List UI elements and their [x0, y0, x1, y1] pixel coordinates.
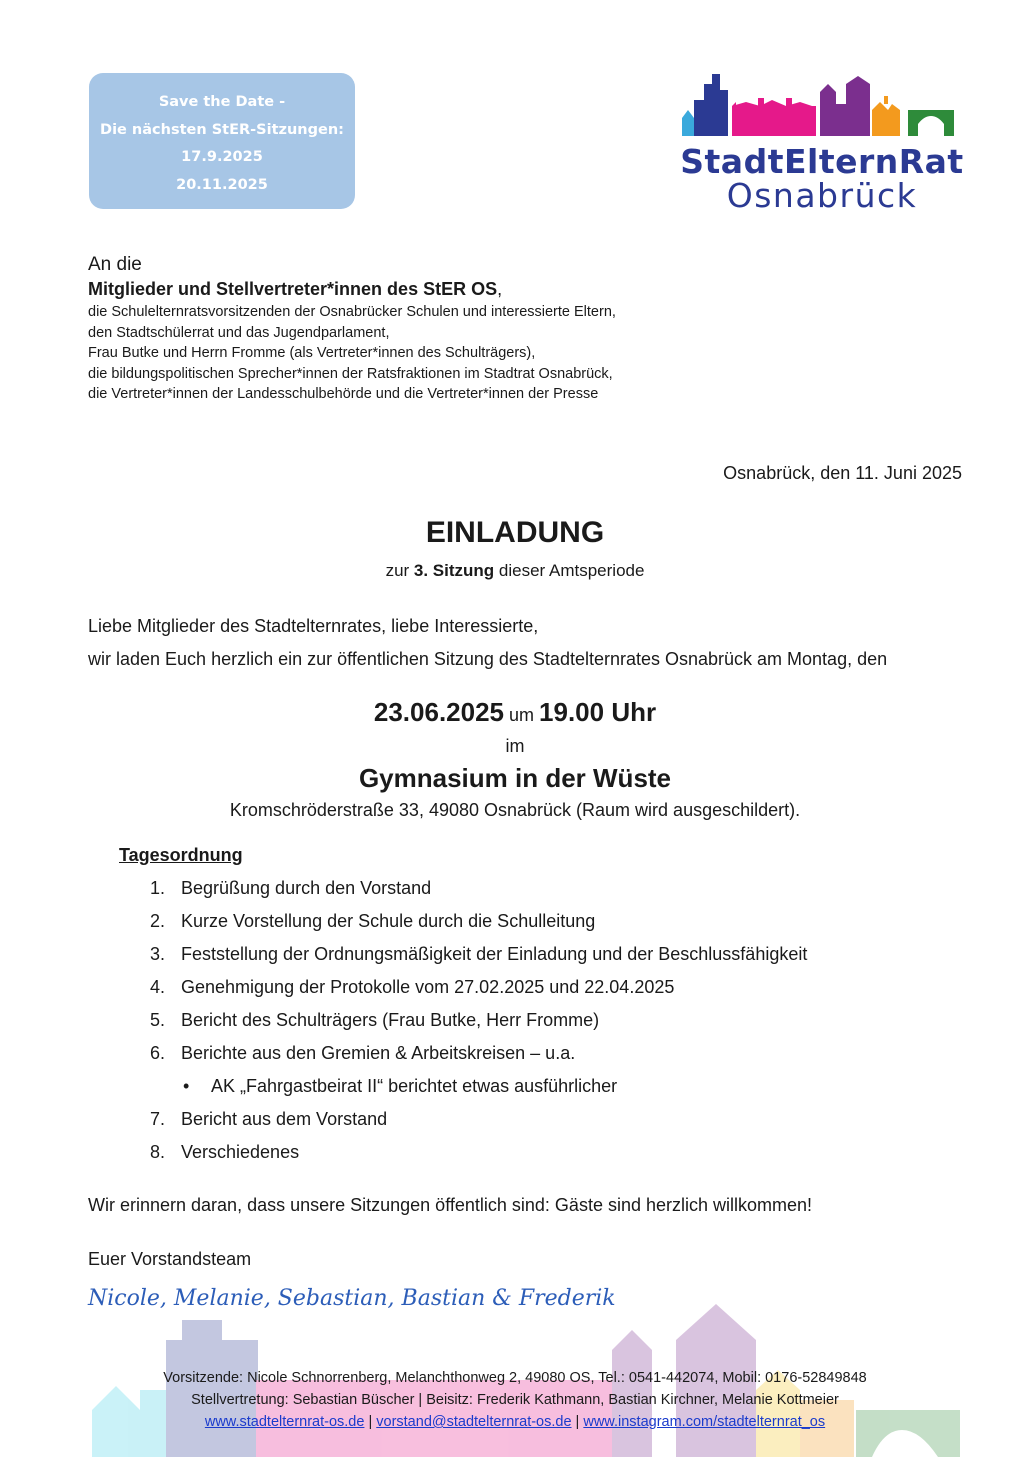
- agenda-item-number: 6.: [150, 1043, 166, 1063]
- agenda-title: Tagesordnung: [119, 845, 243, 865]
- salutation: [88, 610, 887, 676]
- agenda-item-text: Berichte aus den Gremien & Arbeitskreisen – u.a.: [181, 1043, 576, 1063]
- agenda-item: [140, 873, 940, 906]
- agenda-item-text: Bericht aus dem Vorstand: [181, 1109, 388, 1129]
- agenda-item-number: 4.: [150, 977, 166, 997]
- subtitle-post: dieser Amtsperiode: [494, 561, 645, 580]
- save-the-date-line1: Save the Date -: [158, 94, 286, 110]
- address-recipient: [88, 276, 788, 302]
- agenda-item-text: Feststellung der Ordnungsmäßigkeit der Einladung und der Beschlussfähigkeit: [181, 944, 808, 964]
- agenda-item-number: 1.: [150, 878, 166, 898]
- salutation-line: Liebe Mitglieder des Stadtelternrates, liebe Interessierte,: [88, 616, 539, 636]
- address-line: die Schulelternratsvorsitzenden der Osnabrücker Schulen und interessierte Eltern,: [88, 304, 616, 320]
- address-line: den Stadtschülerrat und das Jugendparlament,: [88, 324, 390, 341]
- meeting-connector: um: [504, 705, 540, 725]
- agenda-item: [140, 1038, 940, 1071]
- agenda-item-text: Verschiedenes: [181, 1142, 300, 1162]
- logo-title: StadtElternRat: [680, 142, 964, 181]
- salutation-line: wir laden Euch herzlich ein zur öffentlichen Sitzung des Stadtelternrates Osnabrück am Montag, den: [88, 649, 888, 669]
- agenda-item: [140, 1005, 940, 1038]
- agenda-list: [140, 873, 940, 1170]
- save-the-date-box: [89, 73, 355, 209]
- reminder-text: Wir erinnern daran, dass unsere Sitzungen öffentlich sind: Gäste sind herzlich willkommen!: [88, 1195, 813, 1215]
- address-line: die Vertreter*innen der Landesschulbehörde und die Vertreter*innen der Presse: [88, 386, 599, 403]
- meeting-datetime: [0, 697, 1030, 728]
- address-greeting: An die: [88, 254, 142, 275]
- footer-links: [0, 1411, 1030, 1433]
- meeting-time: 19.00 Uhr: [539, 697, 657, 727]
- agenda-subitem-text: AK „Fahrgastbeirat II“ berichtet etwas ausführlicher: [211, 1076, 618, 1096]
- footer-separator: |: [571, 1414, 584, 1430]
- agenda-item: [140, 1104, 940, 1137]
- address-line: Frau Butke und Herrn Fromme (als Vertreter*innen des Schulträgers),: [88, 345, 536, 362]
- agenda-subitem: [140, 1071, 940, 1104]
- recipient-suffix: ,: [497, 279, 503, 299]
- agenda-item-number: 3.: [150, 944, 166, 964]
- address-block: [88, 254, 788, 405]
- instagram-link[interactable]: www.instagram.com/stadtelternrat_os: [583, 1414, 826, 1430]
- meeting-venue-address: Kromschröderstraße 33, 49080 Osnabrück (Raum wird ausgeschildert).: [229, 800, 801, 820]
- logo-skyline-icon: [676, 70, 966, 142]
- email-link[interactable]: vorstand@stadtelternrat-os.de: [376, 1414, 572, 1430]
- agenda-item-number: 5.: [150, 1010, 166, 1030]
- place-date: Osnabrück, den 11. Juni 2025: [723, 463, 962, 483]
- agenda-item-number: 8.: [150, 1142, 166, 1162]
- document-title: EINLADUNG: [425, 516, 605, 549]
- agenda-item-number: 2.: [150, 911, 166, 931]
- agenda-item-number: 7.: [150, 1109, 166, 1129]
- footer-line1: Vorsitzende: Nicole Schnorrenberg, Melanchthonweg 2, 49080 OS, Tel.: 0541-442074, Mobil: 0176-52849848: [163, 1370, 867, 1386]
- save-the-date-date2: 20.11.2025: [176, 176, 268, 193]
- closing-text: Euer Vorstandsteam: [88, 1249, 252, 1269]
- agenda-item-text: Bericht des Schulträgers (Frau Butke, Herr Fromme): [181, 1010, 600, 1030]
- save-the-date-line2: Die nächsten StER-Sitzungen:: [100, 121, 344, 138]
- recipient-bold: Mitglieder und Stellvertreter*innen des StER OS: [88, 279, 498, 299]
- meeting-date: 23.06.2025: [373, 697, 505, 727]
- subtitle-bold: 3. Sitzung: [413, 561, 495, 580]
- signature: Nicole, Melanie, Sebastian, Bastian & Frederik: [88, 1286, 616, 1311]
- footer-line2: Stellvertretung: Sebastian Büscher | Beisitz: Frederik Kathmann, Bastian Kirchner, Melanie Kottmeier: [191, 1392, 839, 1408]
- meeting-venue: Gymnasium in der Wüste: [358, 763, 672, 793]
- agenda-item: [140, 906, 940, 939]
- footer: [0, 1367, 1030, 1433]
- subtitle-pre: zur: [385, 561, 414, 580]
- website-link[interactable]: www.stadtelternrat-os.de: [204, 1414, 365, 1430]
- agenda-item-text: Begrüßung durch den Vorstand: [181, 878, 432, 898]
- agenda-item: [140, 1137, 940, 1170]
- footer-separator: |: [364, 1414, 377, 1430]
- document-subtitle: [0, 560, 1030, 582]
- logo: [676, 70, 966, 220]
- address-line: die bildungspolitischen Sprecher*innen der Ratsfraktionen im Stadtrat Osnabrück,: [88, 365, 613, 382]
- logo-subtitle: Osnabrück: [726, 176, 918, 215]
- agenda-item-text: Genehmigung der Protokolle vom 27.02.2025 und 22.04.2025: [181, 977, 675, 997]
- agenda-item: [140, 972, 940, 1005]
- bullet-icon: •: [183, 1076, 190, 1096]
- agenda-item: [140, 939, 940, 972]
- agenda-item-text: Kurze Vorstellung der Schule durch die Schulleitung: [181, 911, 596, 931]
- save-the-date-date1: 17.9.2025: [181, 149, 263, 165]
- meeting-im: im: [505, 736, 525, 756]
